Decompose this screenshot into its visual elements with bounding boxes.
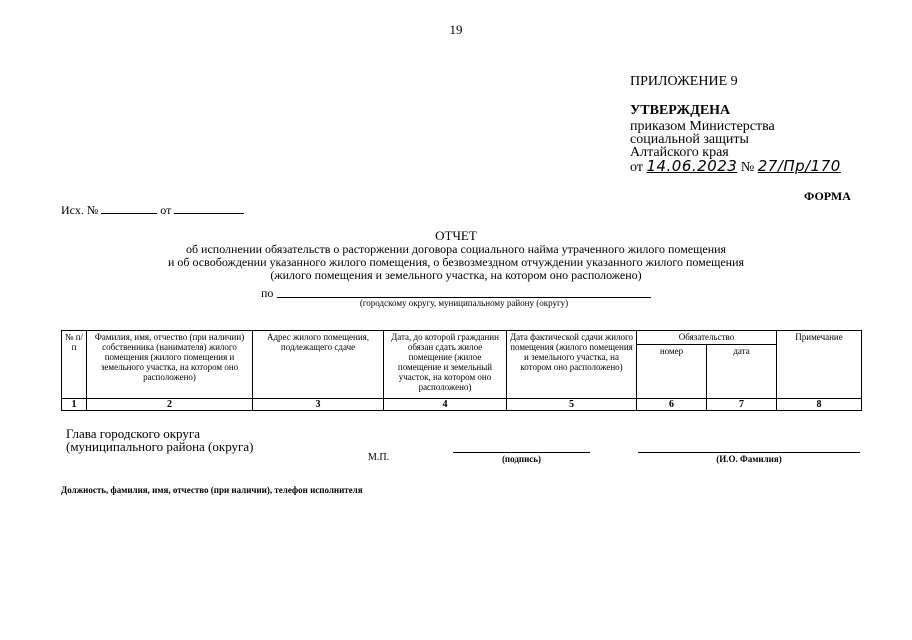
header-col-actual-date: Дата фактической сдачи жилого помещения (жилого помещения и земельного участка, на котором оно расположено) — [507, 331, 637, 399]
order-line-2: социальной защиты — [630, 132, 749, 147]
head-title-line-2: (муниципального района (округа) — [66, 439, 254, 454]
outgoing-number-line — [101, 202, 157, 214]
signature-line — [453, 452, 590, 453]
report-subtitle — [0, 243, 912, 282]
column-number-7: 7 — [707, 399, 777, 411]
header-obligation-date: дата — [707, 345, 777, 399]
column-number-5: 5 — [507, 399, 637, 411]
table-row — [62, 399, 862, 411]
number-prefix: № — [740, 160, 755, 175]
fio-caption: (И.О. Фамилия) — [716, 454, 782, 464]
handwritten-date: 14.06.2023 — [646, 157, 738, 175]
report-subtitle-line-1: об исполнении обязательств о расторжении договора социального найма утраченного жилого помещения — [185, 242, 727, 256]
header-col-deadline: Дата, до которой гражданин обязан сдать жилое помещение (жилое помещение и земельный участок, на котором оно расположено) — [384, 331, 507, 399]
header-col-owner: Фамилия, имя, отчество (при наличии) собственника (нанимателя) жилого помещения (жилого помещения и земельного участка, на котором оно расположено) — [87, 331, 253, 399]
signature-caption: (подпись) — [501, 454, 542, 464]
outgoing-date-line — [174, 202, 244, 214]
order-date-line — [630, 159, 841, 175]
table-header-row — [62, 331, 862, 345]
header-col-note: Примечание — [777, 331, 862, 399]
report-subtitle-line-3: (жилого помещения и земельного участка, на котором оно расположено) — [270, 268, 642, 282]
header-col-number: № п/п — [62, 331, 87, 399]
column-number-2: 2 — [87, 399, 253, 411]
outgoing-number-row — [61, 202, 244, 218]
fio-line — [638, 452, 860, 453]
executor-info: Должность, фамилия, имя, отчество (при наличии), телефон исполнителя — [61, 485, 363, 495]
head-title — [66, 427, 253, 453]
header-col-address: Адрес жилого помещения, подлежащего сдаче — [253, 331, 384, 399]
order-line-1: приказом Министерства — [630, 119, 775, 134]
date-prefix: от — [630, 160, 643, 175]
header-col-obligation: Обязательство — [637, 331, 777, 345]
header-obligation-number: номер — [637, 345, 707, 399]
report-table — [61, 330, 862, 411]
form-label: ФОРМА — [804, 189, 851, 203]
report-subtitle-line-2: и об освобождении указанного жилого помещения, о безвозмездном отчуждении указанного жилого помещения — [167, 255, 745, 269]
head-title-line-1: Глава городского округа — [66, 426, 200, 441]
column-number-3: 3 — [253, 399, 384, 411]
order-line-3: Алтайского края — [630, 145, 729, 160]
approved-label: УТВЕРЖДЕНА — [630, 103, 731, 118]
appendix-label: ПРИЛОЖЕНИЕ 9 — [630, 74, 738, 89]
report-title: ОТЧЕТ — [435, 228, 477, 243]
po-caption: (городскому округу, муниципальному району (округу) — [359, 298, 569, 308]
handwritten-number: 27/Пр/170 — [757, 157, 841, 175]
outgoing-label: Исх. № — [61, 203, 99, 217]
column-number-6: 6 — [637, 399, 707, 411]
page-number: 19 — [449, 22, 463, 37]
column-number-8: 8 — [777, 399, 862, 411]
column-number-4: 4 — [384, 399, 507, 411]
seal-place-label: М.П. — [368, 452, 390, 463]
po-label: по — [261, 286, 274, 300]
column-number-1: 1 — [62, 399, 87, 411]
outgoing-from-label: от — [160, 203, 172, 217]
